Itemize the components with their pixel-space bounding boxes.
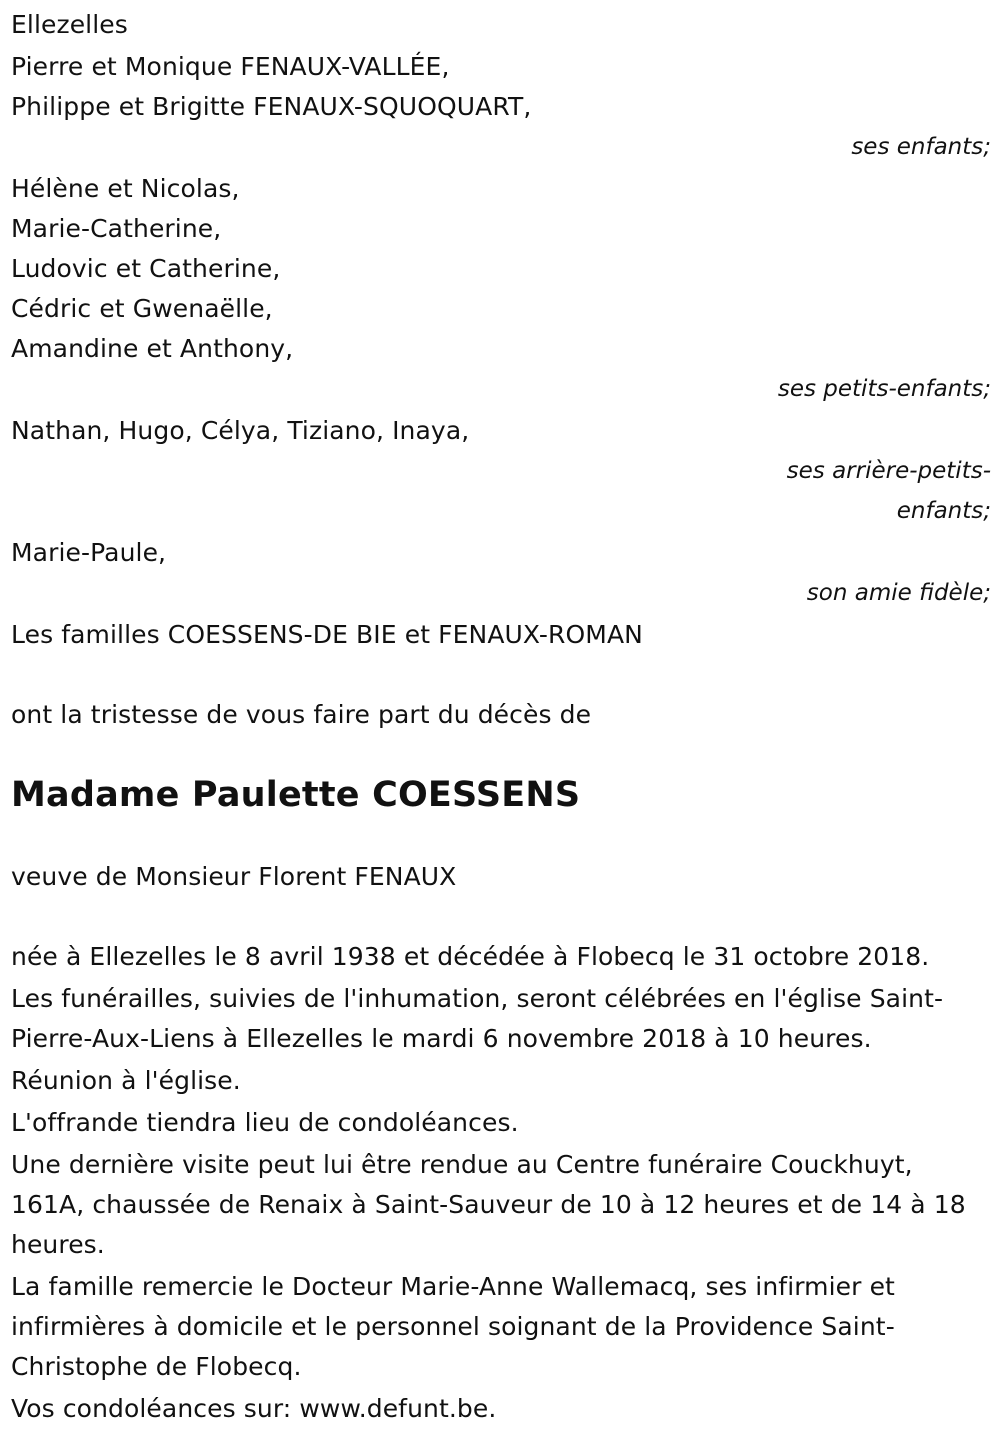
paragraph-line: infirmières à domicile et le personnel soignant de la Providence Saint- [11,1312,895,1341]
great-grandchildren-role-line: ses arrière-petits- [786,458,991,484]
paragraph-line: 161A, chaussée de Renaix à Saint-Sauveur de 10 à 12 heures et de 14 à 18 [11,1190,966,1219]
condolences-paragraph [11,1389,991,1429]
widow-of-line: veuve de Monsieur Florent FENAUX [11,862,457,891]
paragraph-line: La famille remercie le Docteur Marie-Anne Wallemacq, ses infirmier et [11,1272,895,1301]
obituary-notice [11,5,991,1431]
grandchildren-name-line: Marie-Catherine, [11,214,222,243]
location: Ellezelles [11,10,128,39]
birth-death-paragraph [11,937,991,977]
announcement-line: ont la tristesse de vous faire part du décès de [11,700,592,729]
children-section [11,47,991,167]
offering-paragraph [11,1103,991,1143]
visit-paragraph [11,1145,991,1265]
great-grandchildren-name-line: Nathan, Hugo, Célya, Tiziano, Inaya, [11,416,470,445]
friend-section [11,533,991,613]
paragraph-line: Les funérailles, suivies de l'inhumation, seront célébrées en l'église Saint- [11,984,944,1013]
paragraph-line: née à Ellezelles le 8 avril 1938 et décédée à Flobecq le 31 octobre 2018. [11,942,930,971]
children-name-line: Pierre et Monique FENAUX-VALLÉE, [11,52,450,81]
grandchildren-section [11,169,991,409]
paragraph-line: Réunion à l'église. [11,1066,241,1095]
paragraph-line: Une dernière visite peut lui être rendue au Centre funéraire Couckhuyt, [11,1150,913,1179]
children-name-line: Philippe et Brigitte FENAUX-SQUOQUART, [11,92,532,121]
paragraph-line: Vos condoléances sur: www.defunt.be. [11,1394,497,1423]
paragraph-line: heures. [11,1230,105,1259]
paragraph-line: L'offrande tiendra lieu de condoléances. [11,1108,519,1137]
grandchildren-name-line: Ludovic et Catherine, [11,254,281,283]
grandchildren-name-line: Amandine et Anthony, [11,334,294,363]
meeting-paragraph [11,1061,991,1101]
families-line: Les familles COESSENS-DE BIE et FENAUX-ROMAN [11,620,643,649]
paragraph-line: Pierre-Aux-Liens à Ellezelles le mardi 6 novembre 2018 à 10 heures. [11,1024,872,1053]
grandchildren-name-line: Hélène et Nicolas, [11,174,240,203]
friend-role: son amie fidèle; [806,580,991,606]
grandchildren-name-line: Cédric et Gwenaëlle, [11,294,273,323]
great-grandchildren-role-line: enfants; [896,498,991,524]
friend-name: Marie-Paule, [11,538,167,567]
great-grandchildren-section [11,411,991,531]
paragraph-line: Christophe de Flobecq. [11,1352,302,1381]
deceased-name: Madame Paulette COESSENS [11,775,581,815]
thanks-paragraph [11,1267,991,1387]
grandchildren-role: ses petits-enfants; [777,376,991,402]
funeral-paragraph [11,979,991,1059]
children-role: ses enfants; [851,134,991,160]
